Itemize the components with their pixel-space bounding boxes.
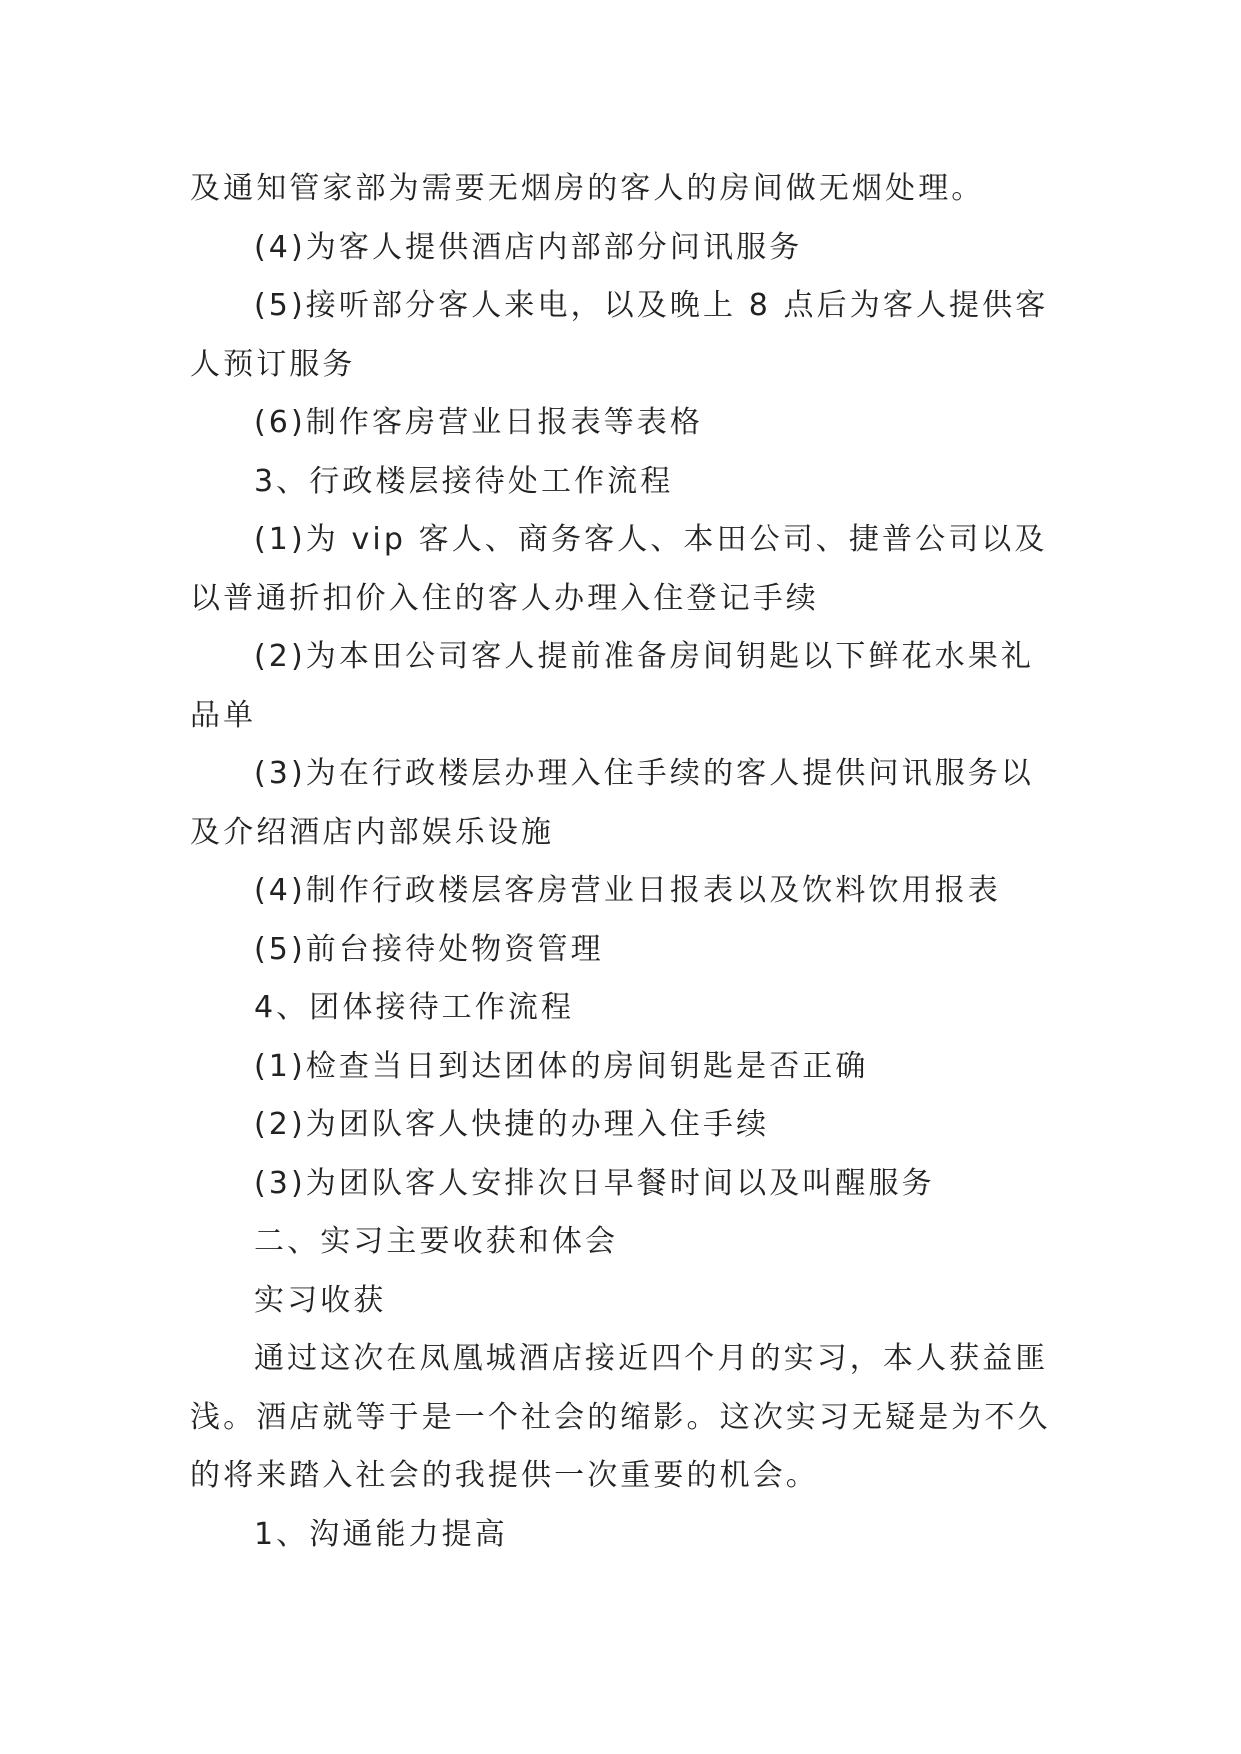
text-line: (6)制作客房营业日报表等表格	[254, 405, 703, 440]
text-line: (2)为团队客人快捷的办理入住手续	[254, 1107, 770, 1142]
text-line: (2)为本田公司客人提前准备房间钥匙以下鲜花水果礼	[254, 639, 1034, 674]
text-line: 浅。酒店就等于是一个社会的缩影。这次实习无疑是为不久	[190, 1399, 1051, 1435]
text-line: 3、行政楼层接待处工作流程	[254, 463, 674, 499]
text-line: (1)为 vip 客人、商务客人、本田公司、捷普公司以及	[254, 522, 1048, 557]
text-line: 及通知管家部为需要无烟房的客人的房间做无烟处理。	[190, 171, 985, 206]
text-line: (3)为在行政楼层办理入住手续的客人提供问讯服务以	[254, 756, 1034, 791]
text-line: 人预订服务	[190, 346, 356, 382]
text-line: 的将来踏入社会的我提供一次重要的机会。	[190, 1458, 819, 1493]
document-body	[190, 160, 1056, 1564]
text-line: 及介绍酒店内部娱乐设施	[190, 814, 555, 850]
text-line: (3)为团队客人安排次日早餐时间以及叫醒服务	[254, 1165, 935, 1201]
text-line: 二、实习主要收获和体会	[254, 1224, 619, 1259]
text-line: (4)为客人提供酒店内部部分问讯服务	[254, 229, 803, 265]
text-line: 1、沟通能力提高	[254, 1516, 508, 1552]
text-line: 4、团体接待工作流程	[254, 990, 575, 1025]
text-line: 以普通折扣价入住的客人办理入住登记手续	[190, 580, 819, 616]
text-line: (4)制作行政楼层客房营业日报表以及饮料饮用报表	[254, 873, 1001, 908]
text-line: (1)检查当日到达团体的房间钥匙是否正确	[254, 1048, 869, 1084]
text-line: 实习收获	[254, 1282, 387, 1318]
text-line: 通过这次在凤凰城酒店接近四个月的实习，本人获益匪	[254, 1341, 1049, 1376]
text-line: 品单	[190, 697, 257, 733]
text-line: (5)前台接待处物资管理	[254, 931, 604, 967]
text-line: (5)接听部分客人来电，以及晚上 8 点后为客人提供客	[254, 288, 1049, 323]
